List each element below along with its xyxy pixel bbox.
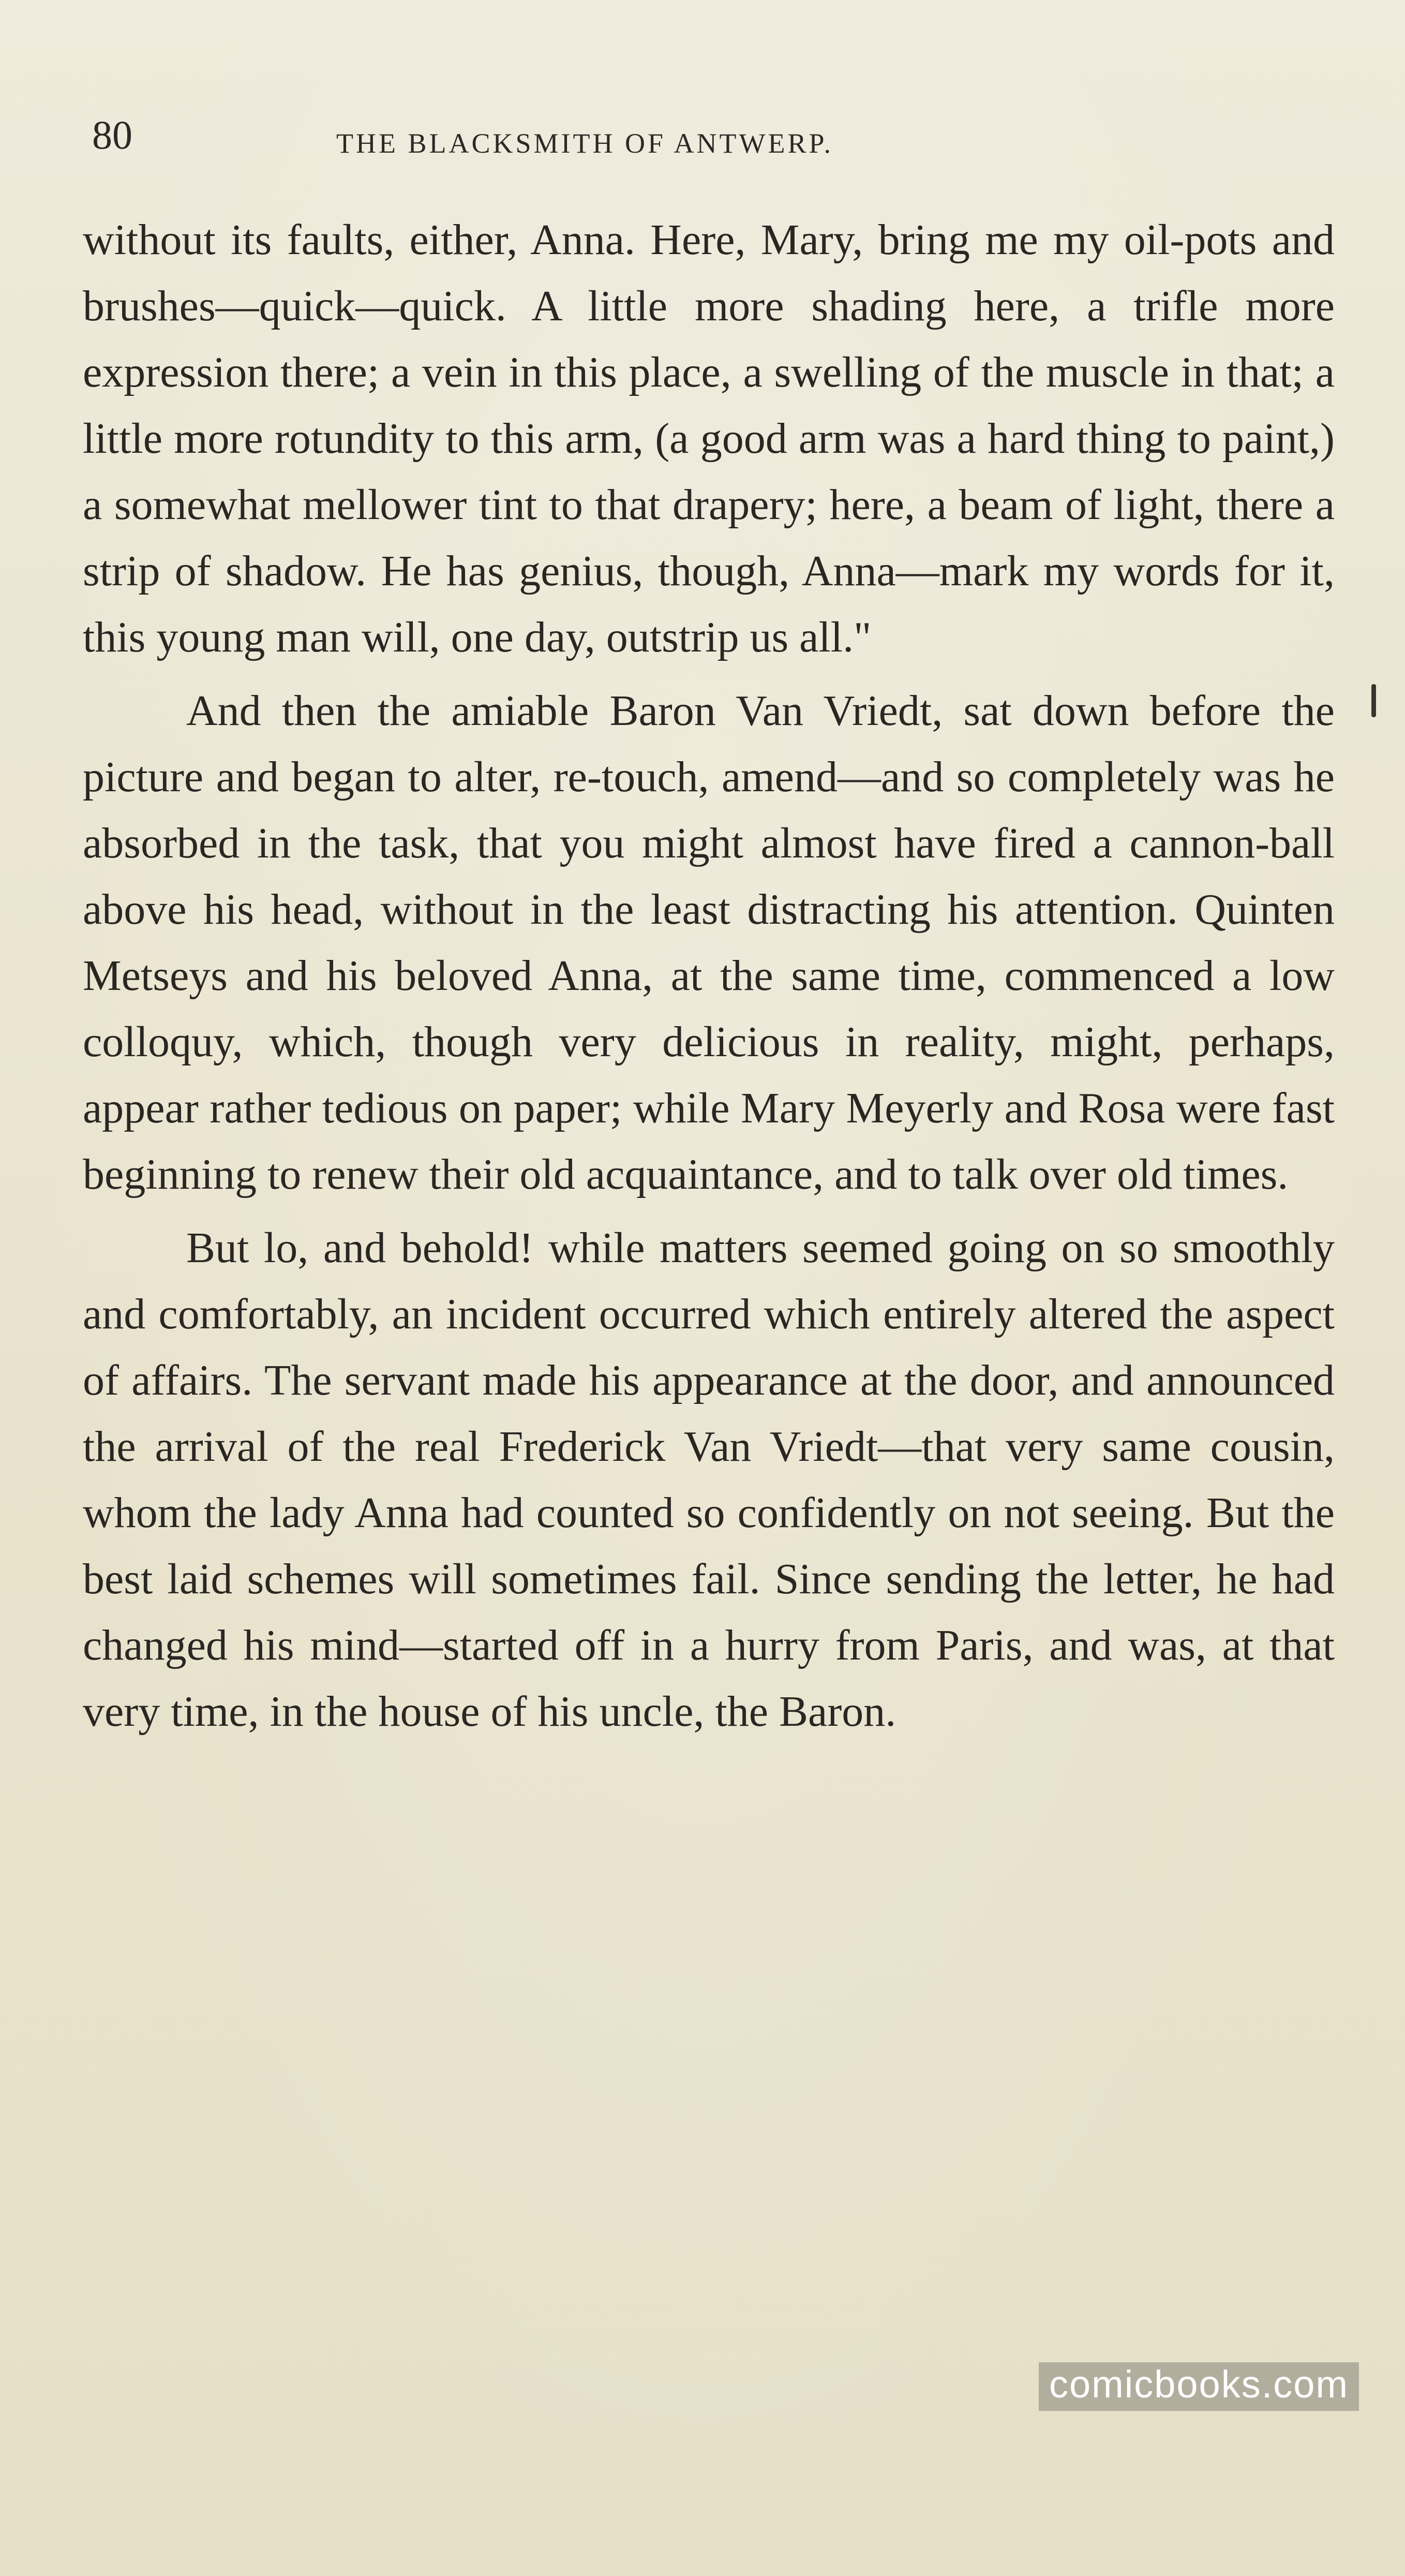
paragraph-2: And then the amiable Baron Van Vriedt, sat down before the picture and began to alter, re-touch, amend—and so completely was he absorbed in the task, that you might almost have fired a cannon-ball above his head, without in the least distracting his attention. Quinten Metseys and his beloved Anna, at the same time, commenced a low colloquy, which, though very delicious in reality, might, perhaps, appear rather tedious on paper; while Mary Meyerly and Rosa were fast beginning to renew their old acquaintance, and to talk over old times. <box>83 687 1335 1198</box>
page-number: 80 <box>92 112 132 157</box>
margin-mark <box>1371 684 1376 717</box>
running-head: THE BLACKSMITH OF ANTWERP. <box>336 128 834 159</box>
watermark-logo: comicbooks.com <box>1039 2362 1359 2411</box>
paragraph-1: without its faults, either, Anna. Here, Mary, bring me my oil-pots and brushes—quick—quick. A little more shading here, a trifle more expression there; a vein in this place, a swelling of the muscle in that; a little more rotundity to this arm, (a good arm was a hard thing to paint,) a somewhat mellower tint to that drapery; here, a beam of light, there a strip of shadow. He has genius, though, Anna—mark my words for it, this young man will, one day, outstrip us all." <box>83 216 1335 661</box>
body-text <box>83 207 1335 1752</box>
paragraph-3: But lo, and behold! while matters seemed going on so smoothly and comfortably, an incident occurred which entirely altered the aspect of affairs. The servant made his appearance at the door, and announced the arrival of the real Frederick Van Vriedt—that very same cousin, whom the lady Anna had counted so confidently on not seeing. But the best laid schemes will sometimes fail. Since sending the letter, he had changed his mind—started off in a hurry from Paris, and was, at that very time, in the house of his uncle, the Baron. <box>83 1224 1335 1736</box>
